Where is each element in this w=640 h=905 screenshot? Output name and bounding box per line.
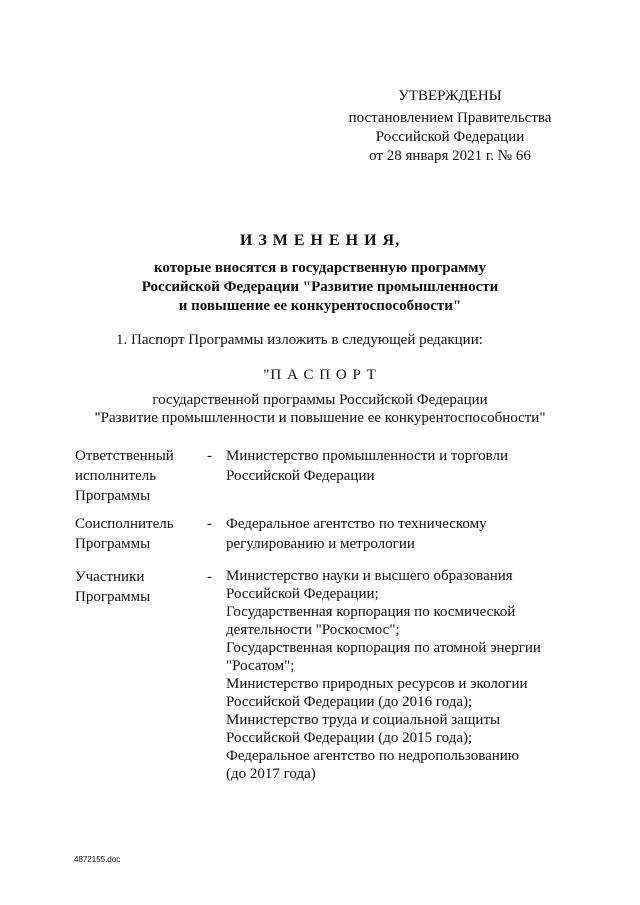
row-label-line: Ответственный: [75, 448, 174, 464]
passport-line-1: государственной программы Российской Федерации: [152, 392, 488, 408]
document-file-reference: 4872155.doc: [74, 855, 121, 864]
row-value-line: Российской Федерации;: [226, 586, 379, 602]
row-value-line: деятельности "Роскосмос";: [226, 622, 400, 638]
row-label-line: Соисполнитель: [75, 516, 174, 532]
row-value-line: Министерство природных ресурсов и экологии: [226, 676, 528, 692]
row-value-line: Российской Федерации (до 2016 года);: [226, 694, 473, 710]
row-value-line: Государственная корпорация по космической: [226, 604, 516, 620]
row-value: [226, 567, 566, 783]
row-dash: -: [207, 516, 212, 532]
row-value-line: "Росатом";: [226, 658, 295, 674]
row-label: [75, 446, 200, 506]
document-title: И З М Е Н Е Н И Я,: [239, 232, 401, 249]
row-value-line: Министерство промышленности и торговли: [226, 448, 508, 464]
row-value-line: Министерство науки и высшего образования: [226, 568, 513, 584]
approval-line-3: от 28 января 2021 г. № 66: [369, 148, 531, 164]
row-label: [75, 514, 200, 554]
item-1-text: 1. Паспорт Программы изложить в следующей редакции:: [116, 332, 483, 348]
title-subtitle-line-3: и повышение ее конкурентоспособности": [178, 298, 462, 314]
row-label: [75, 567, 200, 607]
approval-heading: УТВЕРЖДЕНЫ: [398, 88, 502, 104]
row-value-line: Министерство труда и социальной защиты: [226, 712, 501, 728]
row-value: [226, 514, 566, 554]
row-value-line: Государственная корпорация по атомной энергии: [226, 640, 541, 656]
row-value-line: Федеральное агентство по техническому: [226, 516, 487, 532]
row-label-line: исполнитель: [75, 468, 157, 484]
row-value: [226, 446, 566, 486]
row-value-line: Федеральное агентство по недропользованию: [226, 748, 520, 764]
row-value-line: (до 2017 года): [226, 766, 316, 782]
approval-line-1: постановлением Правительства: [348, 110, 552, 126]
row-label-line: Программы: [75, 536, 151, 552]
row-value-line: регулированию и метрологии: [226, 536, 415, 552]
row-dash: -: [207, 448, 212, 464]
row-value-line: Российской Федерации: [226, 468, 375, 484]
row-value-line: Российской Федерации (до 2015 года);: [226, 730, 473, 746]
title-subtitle-line-2: Российской Федерации "Развитие промышленности: [141, 279, 499, 295]
row-label-line: Участники: [75, 569, 145, 585]
row-dash: -: [207, 569, 212, 585]
approval-line-2: Российской Федерации: [375, 129, 525, 145]
row-label-line: Программы: [75, 488, 151, 504]
passport-line-2: "Развитие промышленности и повышение ее конкурентоспособности": [94, 410, 546, 426]
passport-heading: "П А С П О Р Т: [263, 367, 377, 383]
title-subtitle-line-1: которые вносятся в государственную программу: [153, 260, 487, 276]
row-label-line: Программы: [75, 589, 151, 605]
